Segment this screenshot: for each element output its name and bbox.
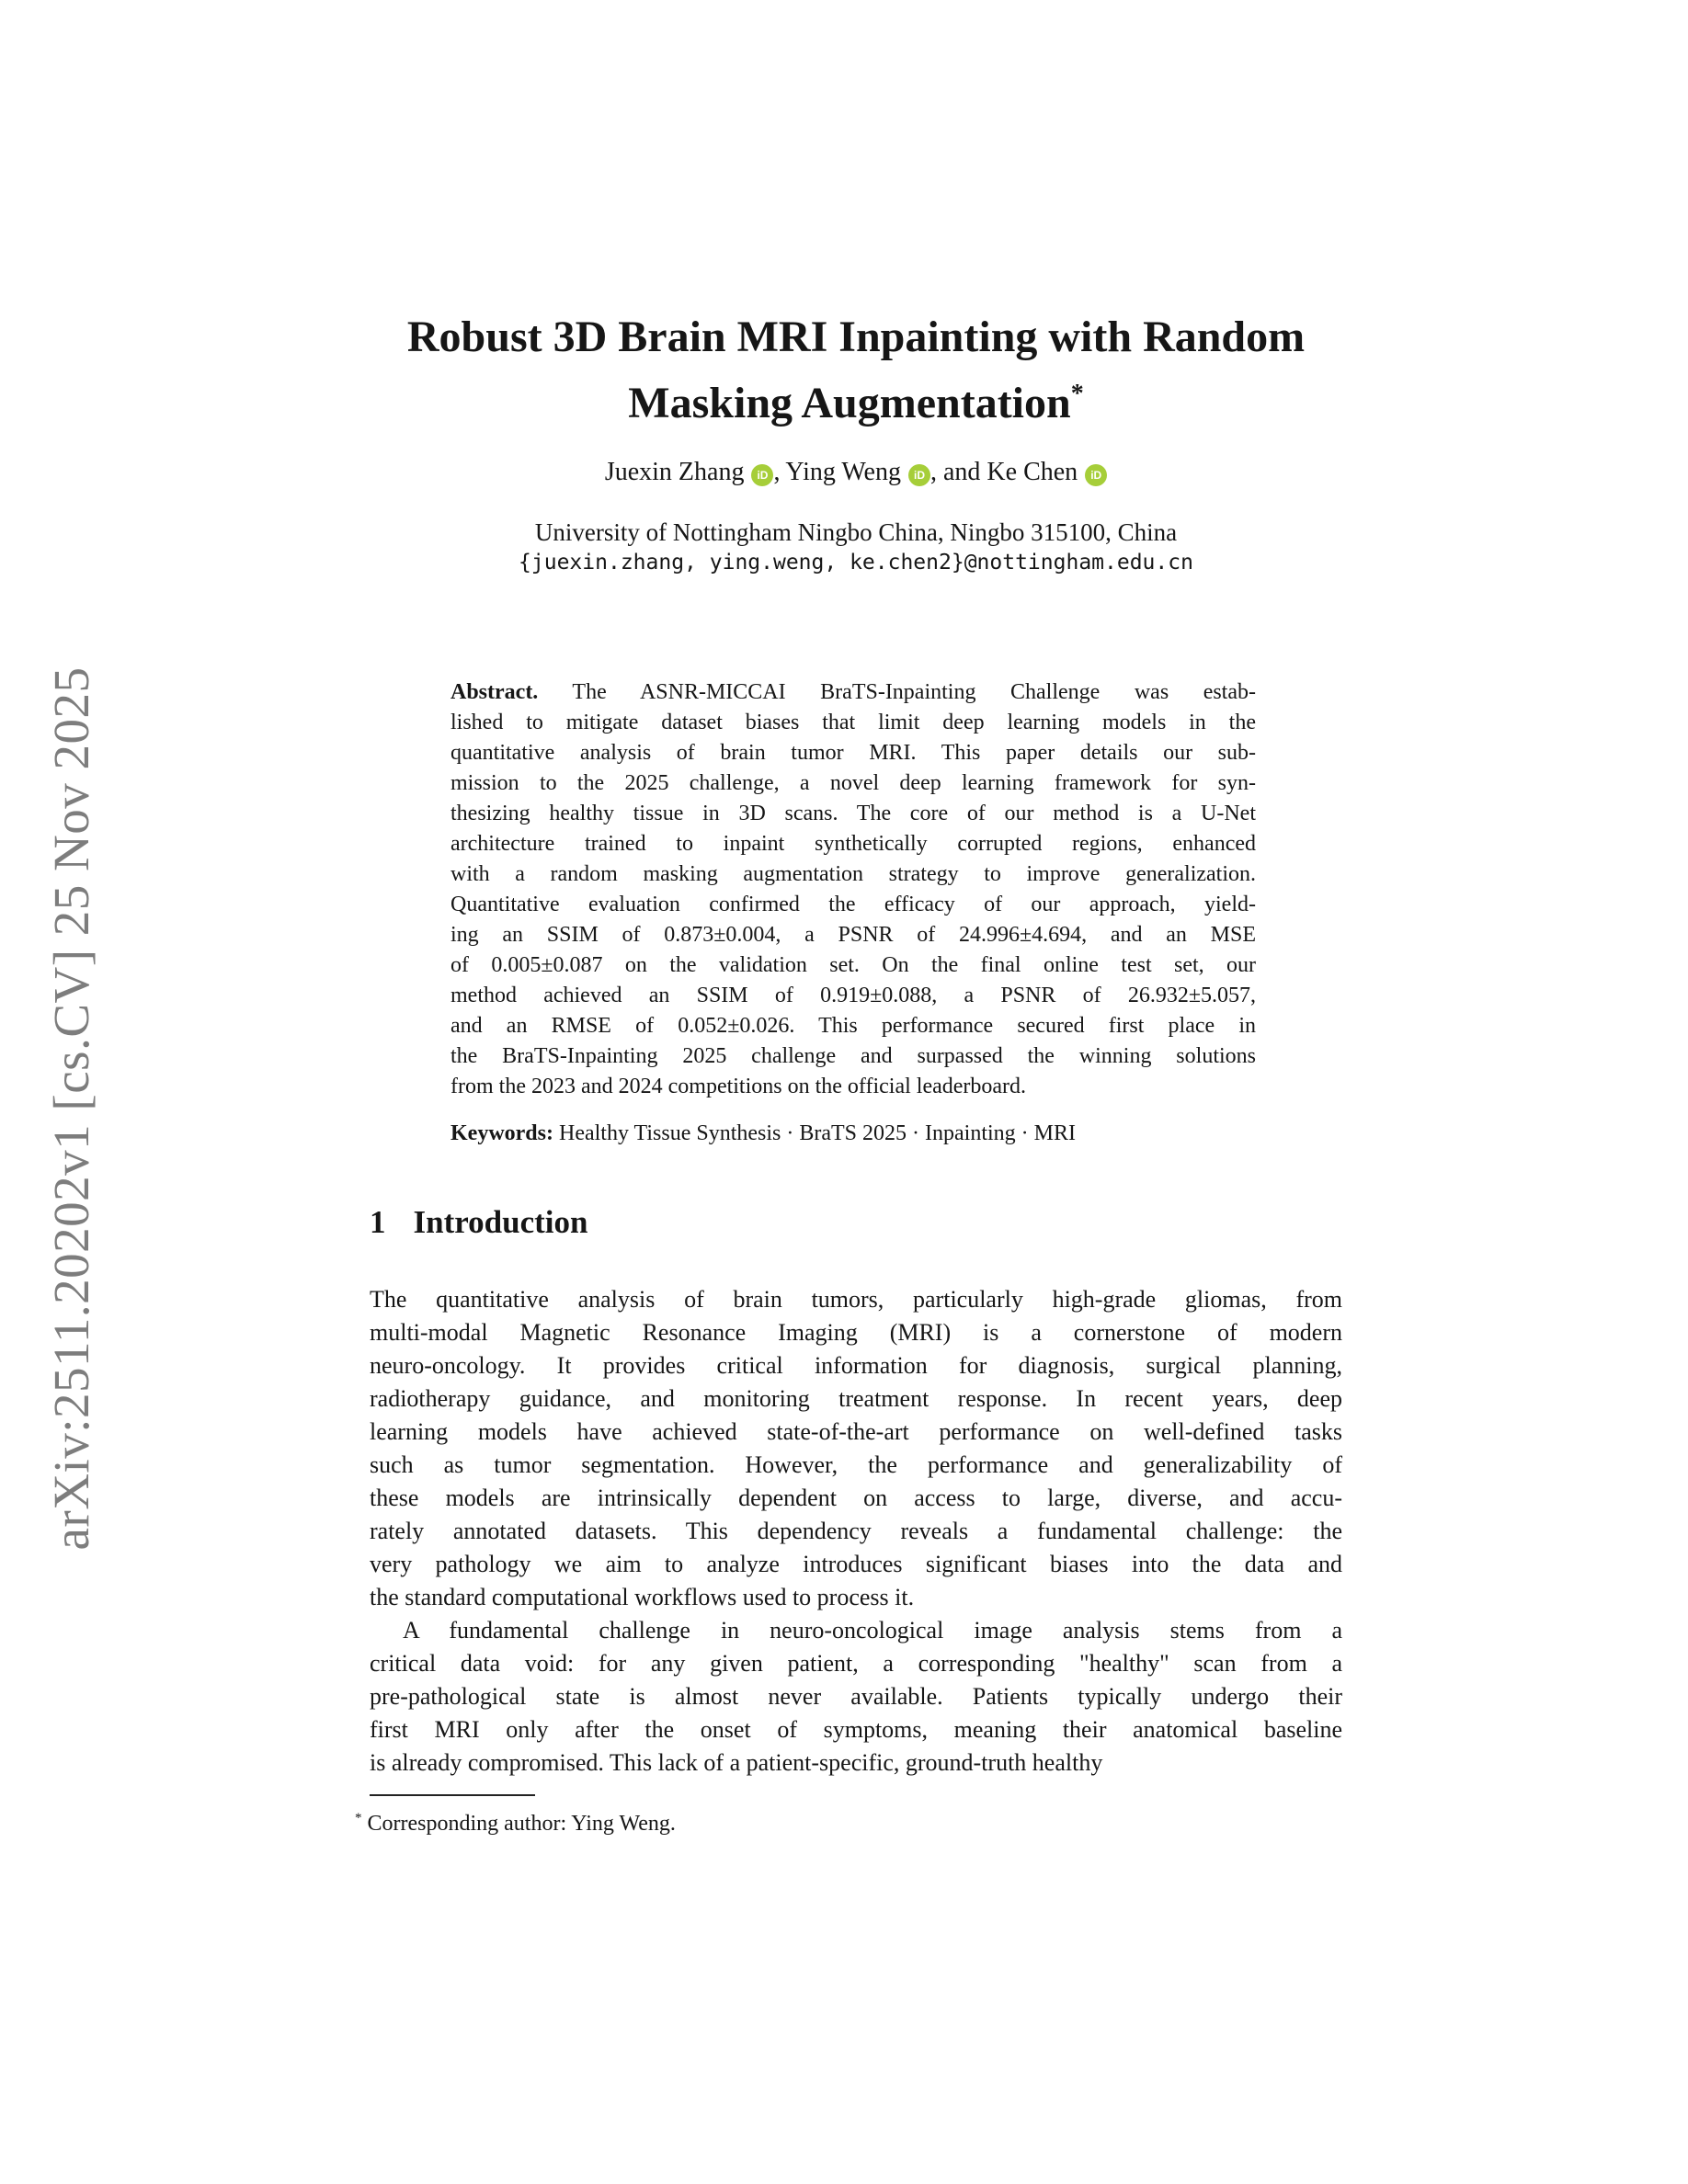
text-line: neuro-oncology. It provides critical information for diagnosis, surgical planning, — [370, 1352, 1342, 1379]
section-number: 1 — [370, 1204, 386, 1240]
text-line: the BraTS-Inpainting 2025 challenge and surpassed the winning solutions — [451, 1044, 1256, 1068]
footnote-text: Corresponding author: Ying Weng. — [367, 1812, 676, 1836]
title-footnote-marker: * — [1070, 380, 1084, 408]
text-line: first MRI only after the onset of symptoms, meaning their anatomical baseline — [370, 1716, 1342, 1743]
text-line: mission to the 2025 challenge, a novel deep learning framework for syn- — [451, 771, 1256, 795]
author-name-2: Ying Weng — [785, 458, 901, 486]
text-line: is already compromised. This lack of a patient-specific, ground-truth healthy — [370, 1749, 1103, 1776]
author-name-1: Juexin Zhang — [604, 458, 745, 486]
abstract-label: Abstract. — [451, 680, 539, 704]
text-line: Quantitative evaluation confirmed the efficacy of our approach, yield- — [451, 893, 1256, 916]
author-name-3: Ke Chen — [987, 458, 1078, 486]
footnote-rule — [370, 1794, 535, 1796]
email-line: {juexin.zhang, ying.weng, ke.chen2}@nottingham.edu.cn — [519, 551, 1193, 574]
text-line: critical data void: for any given patient, a corresponding "healthy" scan from a — [370, 1650, 1342, 1677]
text-line: and an RMSE of 0.052±0.026. This performance secured first place in — [451, 1014, 1256, 1038]
text-line: from the 2023 and 2024 competitions on the official leaderboard. — [451, 1075, 1027, 1098]
text-line: thesizing healthy tissue in 3D scans. The core of our method is a U-Net — [451, 802, 1256, 825]
text-line: pre-pathological state is almost never available. Patients typically undergo their — [370, 1683, 1342, 1710]
text-line: these models are intrinsically dependent on access to large, diverse, and accu- — [370, 1484, 1342, 1511]
orcid-icon: iD — [1085, 464, 1107, 486]
text-line: architecture trained to inpaint synthetically corrupted regions, enhanced — [451, 832, 1256, 856]
text-line: quantitative analysis of brain tumor MRI. This paper details our sub- — [451, 741, 1256, 765]
text-line: with a random masking augmentation strategy to improve generalization. — [451, 862, 1256, 886]
keywords-text: Healthy Tissue Synthesis · BraTS 2025 · Inpainting · MRI — [558, 1121, 1076, 1145]
text-line: A fundamental challenge in neuro-oncological image analysis stems from a — [403, 1617, 1342, 1644]
authors-line — [370, 458, 1342, 487]
paper-title — [370, 309, 1342, 432]
text-line: radiotherapy guidance, and monitoring treatment response. In recent years, deep — [370, 1385, 1342, 1412]
paragraph-1 — [370, 1283, 1342, 1614]
footnote-marker: * — [355, 1811, 362, 1826]
text-line: rately annotated datasets. This dependency reveals a fundamental challenge: the — [370, 1518, 1342, 1544]
abstract-lines — [451, 708, 1256, 1102]
text-line: of 0.005±0.087 on the validation set. On the final online test set, our — [451, 953, 1256, 977]
section-title: Introduction — [413, 1204, 588, 1240]
affiliation: University of Nottingham Ningbo China, Ningbo 315100, China — [534, 518, 1178, 546]
footnote — [355, 1803, 1328, 1838]
orcid-icon: iD — [751, 464, 773, 486]
title-line-1: Robust 3D Brain MRI Inpainting with Random — [406, 313, 1306, 361]
text-line: such as tumor segmentation. However, the performance and generalizability of — [370, 1451, 1342, 1478]
abstract-block — [451, 677, 1256, 1102]
abstract-first-line — [451, 677, 1256, 708]
text-line: learning models have achieved state-of-the-art performance on well-defined tasks — [370, 1418, 1342, 1445]
abstract-first-line-text: The ASNR-MICCAI BraTS-Inpainting Challenge was estab- — [572, 680, 1256, 704]
paragraph-2 — [370, 1614, 1342, 1780]
text-line: lished to mitigate dataset biases that limit deep learning models in the — [451, 711, 1256, 734]
keywords-label: Keywords: — [451, 1121, 553, 1145]
text-line: method achieved an SSIM of 0.919±0.088, a PSNR of 26.932±5.057, — [451, 984, 1256, 1007]
text-line: very pathology we aim to analyze introduces significant biases into the data and — [370, 1551, 1342, 1577]
text-line: multi-modal Magnetic Resonance Imaging (MRI) is a cornerstone of modern — [370, 1319, 1342, 1346]
orcid-icon: iD — [908, 464, 930, 486]
keywords-line — [451, 1121, 1256, 1146]
author-separator: , and — [930, 458, 987, 486]
section-heading-introduction — [370, 1204, 1342, 1241]
text-line: the standard computational workflows used to process it. — [370, 1584, 915, 1610]
title-line-2: Masking Augmentation* — [628, 379, 1084, 427]
author-separator: , — [773, 458, 786, 486]
text-line: ing an SSIM of 0.873±0.004, a PSNR of 24.996±4.694, and an MSE — [451, 923, 1256, 947]
text-line: The quantitative analysis of brain tumors, particularly high-grade gliomas, from — [370, 1286, 1342, 1313]
arxiv-watermark: arXiv:2511.20202v1 [cs.CV] 25 Nov 2025 — [43, 666, 99, 1551]
